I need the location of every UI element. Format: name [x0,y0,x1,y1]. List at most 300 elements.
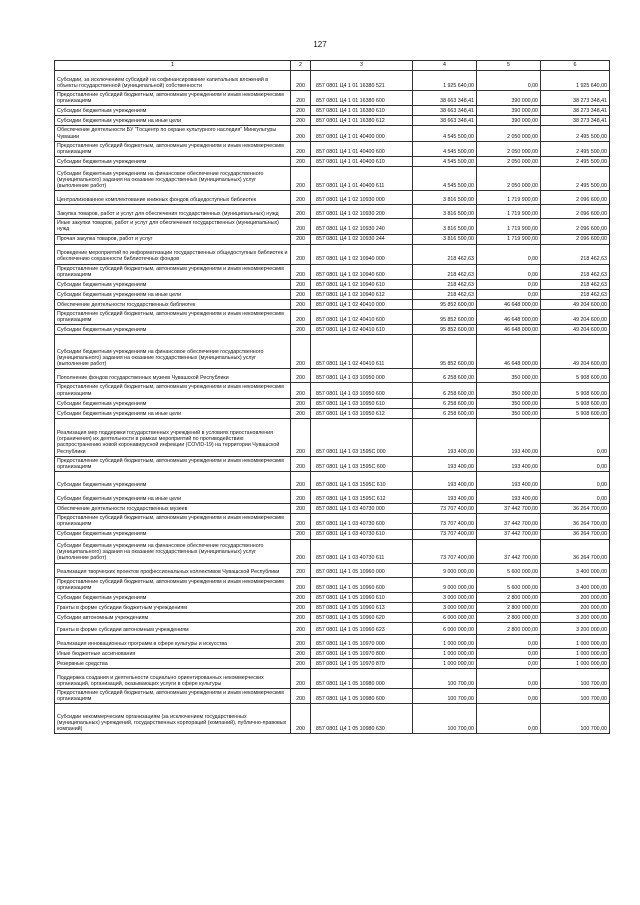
row-change-cell: 2 800 000,00 [477,623,541,635]
row-code-cell: 200 [291,290,311,300]
row-kbk-cell: 857 0801 Ц4 1 03 10950 612 [311,408,413,418]
row-change-cell: 2 050 000,00 [477,126,541,141]
table-row [55,280,610,290]
table-row [55,689,610,704]
row-kbk-cell: 857 0801 Ц4 1 02 40410 610 [311,325,413,335]
table-row [55,659,610,669]
table-row [55,504,610,514]
row-amount-cell: 73 707 400,00 [413,529,477,539]
table-row [55,191,610,205]
row-name-cell: Гранты в форме субсидии автономным учреждениям [55,623,291,635]
row-name-cell: Поддержка создания и деятельности социально ориентированных некоммерческих организаций, организаций, оказывающих услуги в сфере культуры [55,669,291,689]
row-name-cell: Субсидии бюджетным учреждениям [55,157,291,167]
row-change-cell: 2 050 000,00 [477,157,541,167]
row-code-cell: 200 [291,126,311,141]
row-change-cell: 0,00 [477,280,541,290]
row-amount-cell: 4 545 500,00 [413,157,477,167]
row-change-cell: 1 719 900,00 [477,205,541,219]
row-amount-cell: 193 400,00 [413,472,477,490]
row-kbk-cell: 857 0801 Ц4 1 03 40730 600 [311,514,413,529]
column-header: 5 [477,61,541,71]
table-row [55,126,610,141]
row-name-cell: Субсидии бюджетным учреждениям [55,325,291,335]
table-row [55,300,610,310]
row-amount-cell: 1 000 000,00 [413,649,477,659]
row-name-cell: Централизованное комплектование книжных фондов общедоступных библиотек [55,191,291,205]
row-amount-cell: 9 000 000,00 [413,577,477,592]
row-change-cell: 2 050 000,00 [477,167,541,191]
table-row [55,577,610,592]
row-kbk-cell: 857 0801 Ц4 1 05 10960 620 [311,613,413,623]
row-kbk-cell: 857 0801 Ц4 1 03 1595C 000 [311,418,413,456]
row-code-cell: 200 [291,280,311,290]
column-header: 1 [55,61,291,71]
row-total-cell: 218 462,63 [541,264,610,279]
row-name-cell: Субсидии бюджетным учреждениям на финансовое обеспечение государственного (муниципального) задания на оказание государственных (муниципальных) услуг (выполнение работ) [55,335,291,369]
row-total-cell: 0,00 [541,456,610,471]
row-total-cell: 2 495 500,00 [541,157,610,167]
table-row [55,603,610,613]
row-amount-cell: 95 852 600,00 [413,310,477,325]
row-name-cell: Реализация мер поддержки государственных учреждений в условиях приостановления (ограничения) их деятельности в рамках мероприятий по противодействию распространению новой коронавирусной инфекции (COVID-19) на территории Чувашской Республики [55,418,291,456]
row-amount-cell: 1 925 640,00 [413,71,477,91]
row-total-cell: 1 000 000,00 [541,659,610,669]
row-code-cell: 200 [291,603,311,613]
column-header: 6 [541,61,610,71]
row-code-cell: 200 [291,106,311,116]
row-code-cell: 200 [291,504,311,514]
row-total-cell: 36 264 700,00 [541,539,610,563]
row-kbk-cell: 857 0801 Ц4 1 05 10960 623 [311,623,413,635]
row-total-cell: 218 462,63 [541,244,610,264]
row-kbk-cell: 857 0801 Ц4 1 03 40730 000 [311,504,413,514]
row-change-cell: 37 442 700,00 [477,514,541,529]
table-row [55,456,610,471]
row-kbk-cell: 857 0801 Ц4 1 02 10930 244 [311,234,413,244]
row-total-cell: 3 400 000,00 [541,563,610,577]
row-change-cell: 350 000,00 [477,398,541,408]
row-name-cell: Предоставление субсидий бюджетным, автономным учреждениям и иным некоммерческим организациям [55,689,291,704]
row-kbk-cell: 857 0801 Ц4 1 01 40400 610 [311,157,413,167]
row-amount-cell: 4 545 500,00 [413,167,477,191]
row-kbk-cell: 857 0801 Ц4 1 05 10970 000 [311,635,413,649]
row-change-cell: 46 648 000,00 [477,300,541,310]
table-row [55,157,610,167]
row-total-cell: 0,00 [541,490,610,504]
row-name-cell: Обеспечение деятельности государственных музеев [55,504,291,514]
table-row [55,704,610,734]
row-code-cell: 200 [291,514,311,529]
row-amount-cell: 38 663 348,41 [413,116,477,126]
row-code-cell: 200 [291,704,311,734]
row-amount-cell: 95 852 600,00 [413,335,477,369]
row-kbk-cell: 857 0801 Ц4 1 02 10940 000 [311,244,413,264]
table-row [55,244,610,264]
row-amount-cell: 3 000 000,00 [413,603,477,613]
row-name-cell: Субсидии бюджетным учреждениям на иные цели [55,116,291,126]
row-code-cell: 200 [291,191,311,205]
row-code-cell: 200 [291,167,311,191]
row-name-cell: Субсидии бюджетным учреждениям на финансовое обеспечение государственного (муниципального) задания на оказание государственных (муниципальных) услуг (выполнение работ) [55,167,291,191]
row-total-cell: 200 000,00 [541,603,610,613]
row-amount-cell: 4 545 500,00 [413,126,477,141]
table-row [55,91,610,106]
row-kbk-cell: 857 0801 Ц4 1 02 40410 000 [311,300,413,310]
row-total-cell: 2 096 600,00 [541,191,610,205]
row-kbk-cell: 857 0801 Ц4 1 01 16380 521 [311,71,413,91]
table-row [55,539,610,563]
row-amount-cell: 100 700,00 [413,669,477,689]
row-change-cell: 390 000,00 [477,116,541,126]
page-number: 127 [313,40,327,49]
table-row [55,234,610,244]
row-code-cell: 200 [291,244,311,264]
row-name-cell: Иные бюджетные ассигнования [55,649,291,659]
row-code-cell: 200 [291,539,311,563]
table-row [55,205,610,219]
row-amount-cell: 3 816 500,00 [413,205,477,219]
row-change-cell: 193 400,00 [477,456,541,471]
row-amount-cell: 6 258 600,00 [413,369,477,383]
row-name-cell: Резервные средства [55,659,291,669]
table-row [55,514,610,529]
row-total-cell: 0,00 [541,418,610,456]
row-code-cell: 200 [291,689,311,704]
row-code-cell: 200 [291,398,311,408]
row-code-cell: 200 [291,234,311,244]
row-kbk-cell: 857 0801 Ц4 1 05 10960 600 [311,577,413,592]
row-amount-cell: 95 852 600,00 [413,325,477,335]
row-amount-cell: 218 462,63 [413,290,477,300]
row-total-cell: 49 204 600,00 [541,335,610,369]
row-change-cell: 350 000,00 [477,369,541,383]
row-code-cell: 200 [291,91,311,106]
row-total-cell: 36 264 700,00 [541,504,610,514]
row-kbk-cell: 857 0801 Ц4 1 02 10930 200 [311,205,413,219]
row-amount-cell: 73 707 400,00 [413,539,477,563]
row-kbk-cell: 857 0801 Ц4 1 01 40400 600 [311,141,413,156]
row-code-cell: 200 [291,219,311,234]
table-row [55,398,610,408]
row-amount-cell: 3 816 500,00 [413,234,477,244]
row-kbk-cell: 857 0801 Ц4 1 05 10960 000 [311,563,413,577]
row-change-cell: 0,00 [477,290,541,300]
row-name-cell: Субсидии бюджетным учреждениям [55,106,291,116]
row-amount-cell: 100 700,00 [413,704,477,734]
row-total-cell: 2 096 600,00 [541,234,610,244]
table-row [55,116,610,126]
row-kbk-cell: 857 0801 Ц4 1 05 10970 800 [311,649,413,659]
row-total-cell: 49 204 600,00 [541,300,610,310]
row-total-cell: 0,00 [541,472,610,490]
row-code-cell: 200 [291,613,311,623]
row-change-cell: 46 648 000,00 [477,310,541,325]
row-amount-cell: 1 000 000,00 [413,635,477,649]
row-kbk-cell: 857 0801 Ц4 1 03 1595C 600 [311,456,413,471]
row-change-cell: 0,00 [477,649,541,659]
row-name-cell: Предоставление субсидий бюджетным, автономным учреждениям и иным некоммерческим организациям [55,264,291,279]
row-kbk-cell: 857 0801 Ц4 1 05 10960 610 [311,593,413,603]
row-kbk-cell: 857 0801 Ц4 1 01 16380 612 [311,116,413,126]
table-row [55,635,610,649]
row-name-cell: Обеспечение деятельности государственных библиотек [55,300,291,310]
row-code-cell: 200 [291,623,311,635]
row-kbk-cell: 857 0801 Ц4 1 05 10960 613 [311,603,413,613]
row-total-cell: 1 925 640,00 [541,71,610,91]
table-row [55,383,610,398]
table-row [55,106,610,116]
row-code-cell: 200 [291,659,311,669]
table-row [55,529,610,539]
row-amount-cell: 6 258 600,00 [413,408,477,418]
row-amount-cell: 193 400,00 [413,418,477,456]
row-kbk-cell: 857 0801 Ц4 1 01 16380 600 [311,91,413,106]
row-change-cell: 0,00 [477,71,541,91]
row-code-cell: 200 [291,116,311,126]
row-change-cell: 1 719 900,00 [477,219,541,234]
row-name-cell: Субсидии бюджетным учреждениям на иные цели [55,408,291,418]
row-kbk-cell: 857 0801 Ц4 1 02 10940 600 [311,264,413,279]
budget-table [54,60,610,734]
row-kbk-cell: 857 0801 Ц4 1 01 40400 611 [311,167,413,191]
row-change-cell: 2 800 000,00 [477,593,541,603]
row-code-cell: 200 [291,369,311,383]
row-kbk-cell: 857 0801 Ц4 1 01 40400 000 [311,126,413,141]
row-total-cell: 100 700,00 [541,669,610,689]
column-header: 4 [413,61,477,71]
row-name-cell: Предоставление субсидий бюджетным, автономным учреждениям и иным некоммерческим организациям [55,91,291,106]
row-total-cell: 49 204 600,00 [541,325,610,335]
row-change-cell: 390 000,00 [477,106,541,116]
row-name-cell: Предоставление субсидий бюджетным, автономным учреждениям и иным некоммерческим организациям [55,514,291,529]
row-name-cell: Закупка товаров, работ и услуг для обеспечения государственных (муниципальных) нужд [55,205,291,219]
row-total-cell: 2 495 500,00 [541,167,610,191]
table-row [55,141,610,156]
table-row [55,418,610,456]
row-amount-cell: 4 545 500,00 [413,141,477,156]
row-change-cell: 37 442 700,00 [477,529,541,539]
row-change-cell: 0,00 [477,689,541,704]
row-code-cell: 200 [291,490,311,504]
row-name-cell: Прочая закупка товаров, работ и услуг [55,234,291,244]
row-code-cell: 200 [291,593,311,603]
row-name-cell: Субсидии бюджетным учреждениям на иные цели [55,290,291,300]
row-change-cell: 2 800 000,00 [477,613,541,623]
row-change-cell: 390 000,00 [477,91,541,106]
table-row [55,472,610,490]
row-kbk-cell: 857 0801 Ц4 1 02 10940 612 [311,290,413,300]
row-code-cell: 200 [291,205,311,219]
row-change-cell: 0,00 [477,264,541,279]
row-total-cell: 38 273 348,41 [541,91,610,106]
row-name-cell: Предоставление субсидий бюджетным, автономным учреждениям и иным некоммерческим организациям [55,577,291,592]
row-kbk-cell: 857 0801 Ц4 1 05 10970 870 [311,659,413,669]
row-kbk-cell: 857 0801 Ц4 1 02 40410 600 [311,310,413,325]
row-amount-cell: 1 000 000,00 [413,659,477,669]
row-total-cell: 3 400 000,00 [541,577,610,592]
row-amount-cell: 100 700,00 [413,689,477,704]
table-row [55,408,610,418]
row-total-cell: 100 700,00 [541,689,610,704]
row-amount-cell: 3 816 500,00 [413,191,477,205]
row-name-cell: Субсидии бюджетным учреждениям на финансовое обеспечение государственного (муниципального) задания на оказание государственных (муниципальных) услуг (выполнение работ) [55,539,291,563]
row-code-cell: 200 [291,669,311,689]
row-code-cell: 200 [291,264,311,279]
row-change-cell: 1 719 900,00 [477,234,541,244]
row-amount-cell: 193 400,00 [413,456,477,471]
row-code-cell: 200 [291,529,311,539]
row-name-cell: Субсидии бюджетным учреждениям [55,398,291,408]
row-kbk-cell: 857 0801 Ц4 1 01 16380 610 [311,106,413,116]
table-row [55,623,610,635]
row-amount-cell: 6 000 000,00 [413,623,477,635]
table-row [55,649,610,659]
row-total-cell: 2 495 500,00 [541,126,610,141]
row-name-cell: Предоставление субсидий бюджетным, автономным учреждениям и иным некоммерческим организациям [55,383,291,398]
row-amount-cell: 38 663 348,41 [413,106,477,116]
row-change-cell: 193 400,00 [477,490,541,504]
row-total-cell: 36 264 700,00 [541,529,610,539]
row-name-cell: Субсидии автономным учреждениям [55,613,291,623]
row-name-cell: Предоставление субсидий бюджетным, автономным учреждениям и иным некоммерческим организациям [55,141,291,156]
row-change-cell: 37 442 700,00 [477,504,541,514]
row-total-cell: 3 200 000,00 [541,623,610,635]
row-change-cell: 350 000,00 [477,408,541,418]
row-code-cell: 200 [291,325,311,335]
row-amount-cell: 6 258 600,00 [413,383,477,398]
row-total-cell: 2 096 600,00 [541,205,610,219]
row-code-cell: 200 [291,472,311,490]
row-amount-cell: 218 462,63 [413,280,477,290]
column-header: 2 [291,61,311,71]
row-total-cell: 218 462,63 [541,280,610,290]
row-total-cell: 100 700,00 [541,704,610,734]
row-total-cell: 2 495 500,00 [541,141,610,156]
row-change-cell: 193 400,00 [477,472,541,490]
row-amount-cell: 218 462,63 [413,244,477,264]
row-name-cell: Субсидии бюджетным учреждениям [55,593,291,603]
row-total-cell: 5 908 600,00 [541,398,610,408]
table-row [55,369,610,383]
row-amount-cell: 193 400,00 [413,490,477,504]
table-row [55,593,610,603]
row-total-cell: 5 908 600,00 [541,383,610,398]
row-name-cell: Реализация творческих проектов профессиональных коллективов Чувашской Республики [55,563,291,577]
row-name-cell: Субсидии бюджетным учреждениям на иные цели [55,490,291,504]
header-row [55,61,610,71]
row-amount-cell: 6 258 600,00 [413,398,477,408]
row-total-cell: 3 200 000,00 [541,613,610,623]
row-name-cell: Пополнение фондов государственных музеев Чувашской Республики [55,369,291,383]
row-name-cell: Субсидии бюджетным учреждениям [55,280,291,290]
row-change-cell: 1 719 900,00 [477,191,541,205]
table-row [55,563,610,577]
table-row [55,325,610,335]
row-change-cell: 0,00 [477,669,541,689]
row-name-cell: Иные закупки товаров, работ и услуг для обеспечения государственных (муниципальных) нужд [55,219,291,234]
row-code-cell: 200 [291,310,311,325]
row-kbk-cell: 857 0801 Ц4 1 03 40730 611 [311,539,413,563]
row-code-cell: 200 [291,141,311,156]
row-change-cell: 0,00 [477,704,541,734]
row-amount-cell: 73 707 400,00 [413,514,477,529]
row-amount-cell: 73 707 400,00 [413,504,477,514]
row-kbk-cell: 857 0801 Ц4 1 05 10980 000 [311,669,413,689]
row-change-cell: 193 400,00 [477,418,541,456]
row-kbk-cell: 857 0801 Ц4 1 03 40730 610 [311,529,413,539]
table-row [55,490,610,504]
row-amount-cell: 3 816 500,00 [413,219,477,234]
row-name-cell: Гранты в форме субсидии бюджетным учреждениям [55,603,291,613]
table-row [55,290,610,300]
row-amount-cell: 9 000 000,00 [413,563,477,577]
table-row [55,264,610,279]
row-name-cell: Субсидии, за исключением субсидий на софинансирование капитальных вложений в объекты государственной (муниципальной) собственности [55,71,291,91]
row-kbk-cell: 857 0801 Ц4 1 05 10980 630 [311,704,413,734]
row-change-cell: 0,00 [477,635,541,649]
row-change-cell: 5 600 000,00 [477,563,541,577]
row-kbk-cell: 857 0801 Ц4 1 03 10950 000 [311,369,413,383]
row-code-cell: 200 [291,418,311,456]
row-change-cell: 46 648 000,00 [477,325,541,335]
table-row [55,310,610,325]
row-name-cell: Субсидии бюджетным учреждениям [55,472,291,490]
row-name-cell: Субсидии некоммерческим организациям (за исключением государственных (муниципальных) учреждений, государственных корпораций (компаний), публично-правовых компаний) [55,704,291,734]
table-row [55,71,610,91]
row-change-cell: 350 000,00 [477,383,541,398]
row-total-cell: 49 204 600,00 [541,310,610,325]
row-name-cell: Предоставление субсидий бюджетным, автономным учреждениям и иным некоммерческим организациям [55,456,291,471]
row-kbk-cell: 857 0801 Ц4 1 03 10950 600 [311,383,413,398]
row-total-cell: 36 264 700,00 [541,514,610,529]
row-change-cell: 2 800 000,00 [477,603,541,613]
row-kbk-cell: 857 0801 Ц4 1 03 1595C 612 [311,490,413,504]
row-code-cell: 200 [291,635,311,649]
row-kbk-cell: 857 0801 Ц4 1 05 10980 600 [311,689,413,704]
row-name-cell: Обеспечение деятельности БУ "Госцентр по охране культурного наследия" Минкультуры Чувашии [55,126,291,141]
row-code-cell: 200 [291,577,311,592]
table-row [55,335,610,369]
row-total-cell: 38 273 348,41 [541,106,610,116]
row-total-cell: 200 000,00 [541,593,610,603]
row-change-cell: 2 050 000,00 [477,141,541,156]
row-amount-cell: 6 000 000,00 [413,613,477,623]
row-amount-cell: 38 663 348,41 [413,91,477,106]
row-kbk-cell: 857 0801 Ц4 1 02 10940 610 [311,280,413,290]
row-kbk-cell: 857 0801 Ц4 1 02 10930 240 [311,219,413,234]
row-code-cell: 200 [291,300,311,310]
row-code-cell: 200 [291,456,311,471]
row-code-cell: 200 [291,383,311,398]
row-amount-cell: 95 852 600,00 [413,300,477,310]
row-change-cell: 5 600 000,00 [477,577,541,592]
row-kbk-cell: 857 0801 Ц4 1 02 10930 000 [311,191,413,205]
table-row [55,219,610,234]
table-row [55,669,610,689]
row-kbk-cell: 857 0801 Ц4 1 03 1595C 610 [311,472,413,490]
table-row [55,167,610,191]
row-code-cell: 200 [291,157,311,167]
row-total-cell: 218 462,63 [541,290,610,300]
row-name-cell: Реализация инновационных программ в сфере культуры и искусства [55,635,291,649]
column-header: 3 [311,61,413,71]
row-code-cell: 200 [291,408,311,418]
row-kbk-cell: 857 0801 Ц4 1 02 40410 611 [311,335,413,369]
row-kbk-cell: 857 0801 Ц4 1 03 10950 610 [311,398,413,408]
row-total-cell: 2 096 600,00 [541,219,610,234]
row-name-cell: Предоставление субсидий бюджетным, автономным учреждениям и иным некоммерческим организациям [55,310,291,325]
row-code-cell: 200 [291,71,311,91]
